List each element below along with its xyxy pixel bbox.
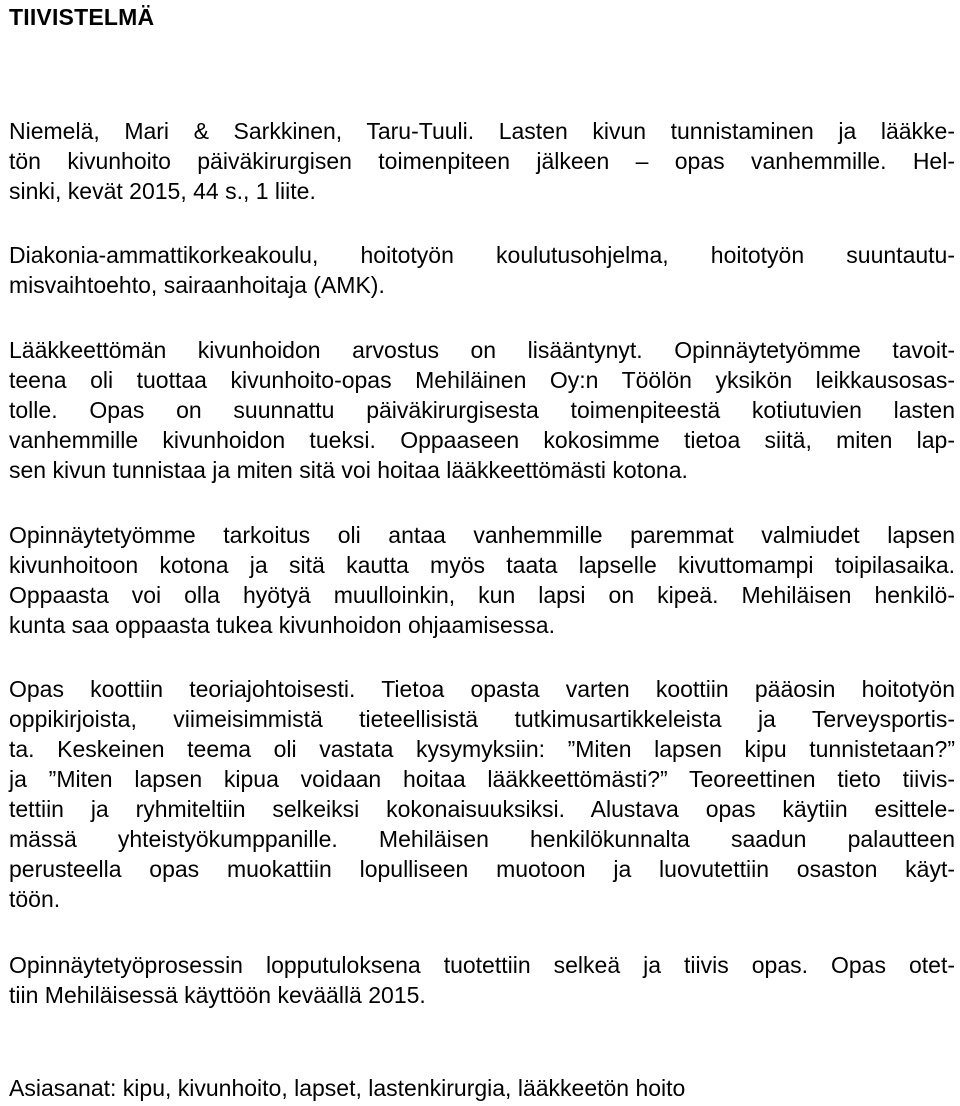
paragraph-2-line-1: Opinnäytetyömme tarkoitus oli antaa vanhemmille paremmat valmiudet lapsen <box>9 522 955 548</box>
paragraph-3-line-2: oppikirjoista, viimeisimmistä tieteellisistä tutkimusartikkeleista ja Terveysportis- <box>9 706 955 732</box>
paragraph-3-line-3: ta. Keskeinen teema oli vastata kysymyksiin: ”Miten lapsen kipu tunnistetaan?” <box>9 736 955 762</box>
paragraph-1-line-5: sen kivun tunnistaa ja miten sitä voi hoitaa lääkkeettömästi kotona. <box>9 457 688 483</box>
keywords-line: Asiasanat: kipu, kivunhoito, lapset, lastenkirurgia, lääkkeetön hoito <box>9 1075 686 1101</box>
citation-line-1: Niemelä, Mari & Sarkkinen, Taru-Tuuli. Lasten kivun tunnistaminen ja lääkke- <box>9 118 955 144</box>
paragraph-3-line-5: tettiin ja ryhmiteltiin selkeiksi kokonaisuuksiksi. Alustava opas käytiin esittele- <box>9 796 955 822</box>
paragraph-3-line-6: mässä yhteistyökumppanille. Mehiläisen henkilökunnalta saadun palautteen <box>9 826 955 852</box>
institution-line-2: misvaihtoehto, sairaanhoitaja (AMK). <box>9 272 385 298</box>
paragraph-3-line-1: Opas koottiin teoriajohtoisesti. Tietoa opasta varten koottiin pääosin hoitotyön <box>9 676 955 702</box>
paragraph-4-line-1: Opinnäytetyöprosessin lopputuloksena tuotettiin selkeä ja tiivis opas. Opas otet- <box>9 952 955 978</box>
paragraph-3-line-8: töön. <box>9 886 61 912</box>
paragraph-1-line-1: Lääkkeettömän kivunhoidon arvostus on lisääntynyt. Opinnäytetyömme tavoit- <box>9 337 955 363</box>
paragraph-3-line-7: perusteella opas muokattiin lopulliseen muotoon ja luovutettiin osaston käyt- <box>9 856 955 882</box>
paragraph-1-line-4: vanhemmille kivunhoidon tueksi. Oppaaseen kokosimme tietoa siitä, miten lap- <box>9 427 955 453</box>
paragraph-4-line-2: tiin Mehiläisessä käyttöön keväällä 2015. <box>9 982 426 1008</box>
paragraph-2-line-2: kivunhoitoon kotona ja sitä kautta myös taata lapselle kivuttomampi toipilasaika. <box>9 552 955 578</box>
institution-line-1: Diakonia-ammattikorkeakoulu, hoitotyön koulutusohjelma, hoitotyön suuntautu- <box>9 242 955 268</box>
citation-line-2: tön kivunhoito päiväkirurgisen toimenpiteen jälkeen – opas vanhemmille. Hel- <box>9 148 955 174</box>
paragraph-1-line-3: tolle. Opas on suunnattu päiväkirurgisesta toimenpiteestä kotiutuvien lasten <box>9 397 955 423</box>
paragraph-2-line-3: Oppaasta voi olla hyötyä muulloinkin, kun lapsi on kipeä. Mehiläisen henkilö- <box>9 582 955 608</box>
paragraph-1-line-2: teena oli tuottaa kivunhoito-opas Mehiläinen Oy:n Töölön yksikön leikkausosas- <box>9 367 955 393</box>
paragraph-2-line-4: kunta saa oppaasta tukea kivunhoidon ohjaamisessa. <box>9 612 555 638</box>
page-title: TIIVISTELMÄ <box>9 4 155 30</box>
citation-line-3: sinki, kevät 2015, 44 s., 1 liite. <box>9 178 316 204</box>
paragraph-3-line-4: ja ”Miten lapsen kipua voidaan hoitaa lääkkeettömästi?” Teoreettinen tieto tiivis- <box>9 766 955 792</box>
